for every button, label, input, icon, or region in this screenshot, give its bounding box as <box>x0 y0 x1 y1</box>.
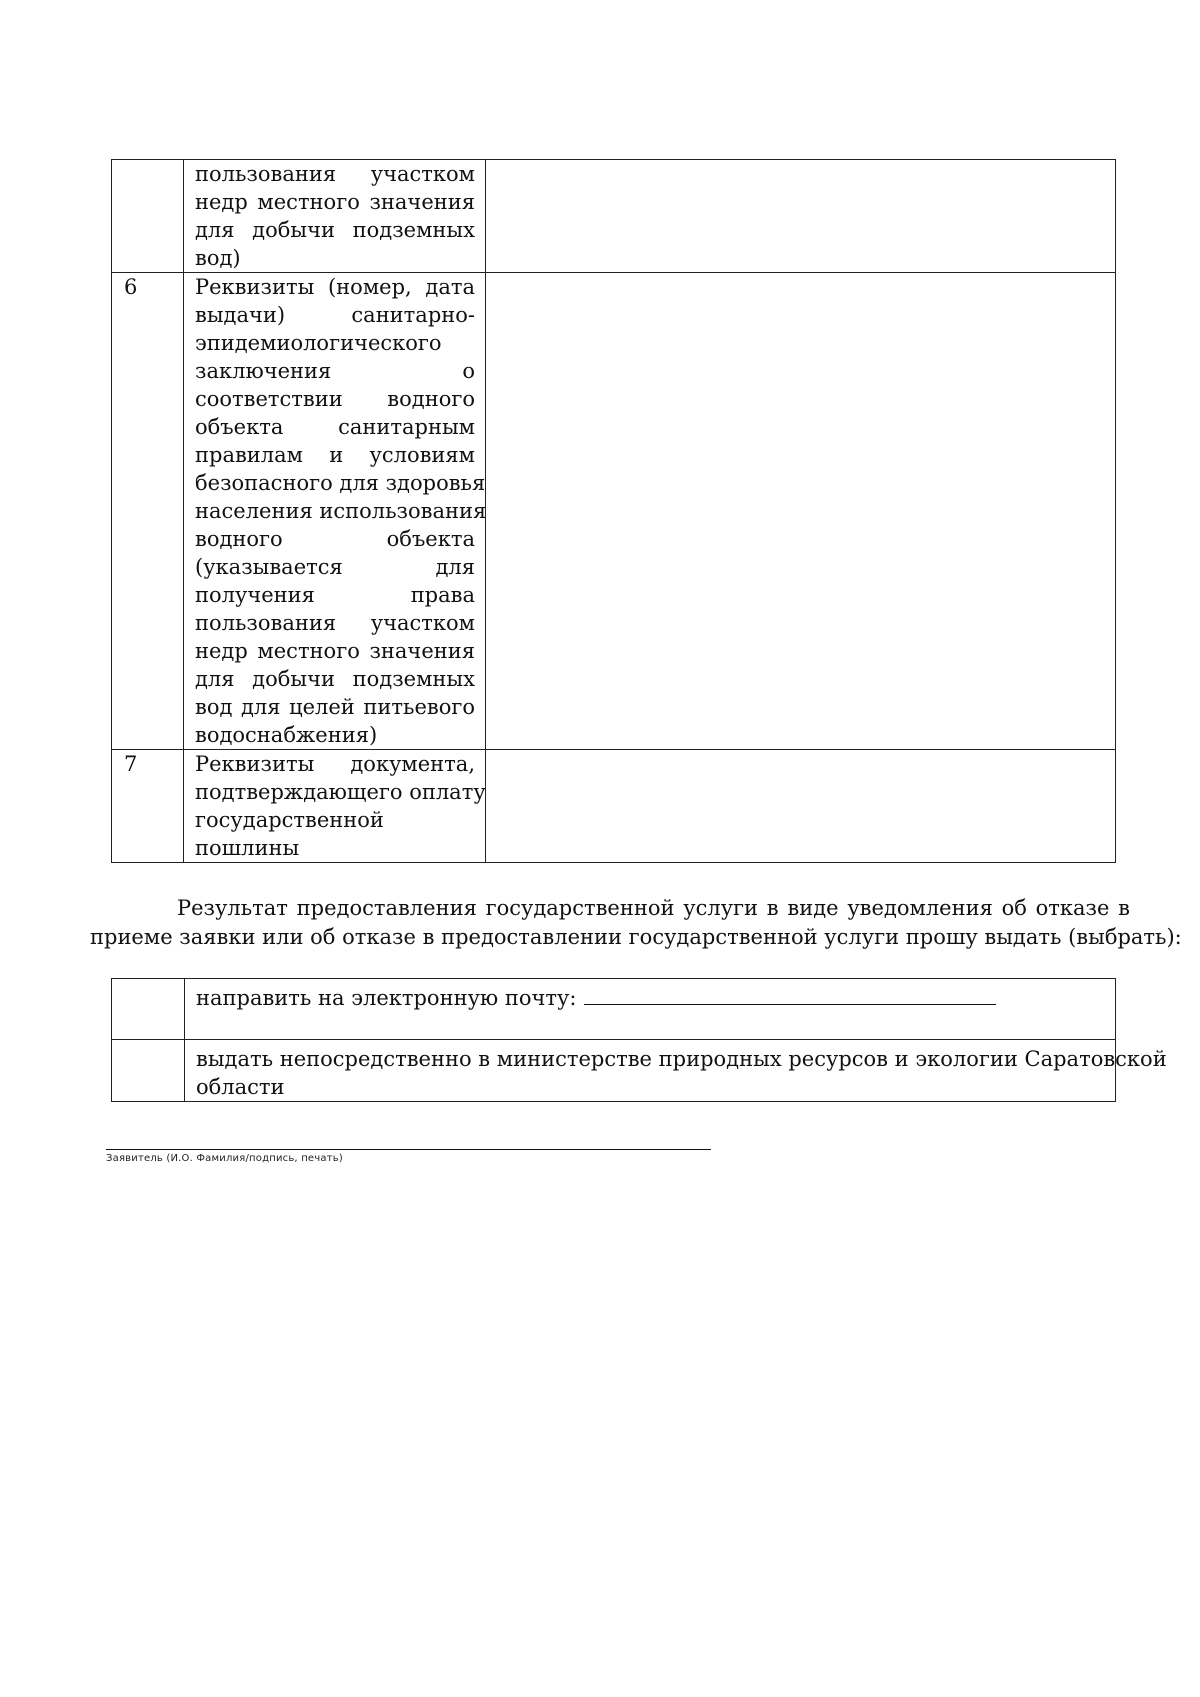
label-line: вод) <box>195 246 241 270</box>
result-paragraph-line: приеме заявки или об отказе в предоставлении государственной услуги прошу выдать (выбрать): <box>90 925 1182 949</box>
label-line: соответствии водного <box>195 387 475 411</box>
signature-line[interactable] <box>106 1149 711 1150</box>
table-row-7 <box>112 750 1116 863</box>
label-line: вод для целей питьевого <box>195 695 475 719</box>
label-line: для добычи подземных <box>195 218 475 242</box>
label-line: получения права <box>195 583 475 607</box>
label-line: государственной <box>195 808 384 832</box>
email-option-label: направить на электронную почту: <box>196 986 577 1010</box>
row-number-cell: 6 <box>112 273 184 750</box>
in-person-option-cell <box>185 1040 1167 1102</box>
label-line: для добычи подземных <box>195 667 475 691</box>
label-line: подтверждающего оплату <box>195 780 486 804</box>
result-paragraph-line: Результат предоставления государственной услуги в виде уведомления об отказе в <box>177 896 1130 920</box>
label-line: водоснабжения) <box>195 723 378 747</box>
label-line: заключения о <box>195 359 475 383</box>
label-line: водного объекта <box>195 527 475 551</box>
label-line: выдачи) санитарно- <box>195 303 475 327</box>
requisites-table <box>111 159 1116 863</box>
row-number-cell: 7 <box>112 750 184 863</box>
row-number-cell <box>112 160 184 273</box>
label-line: Реквизиты (номер, дата <box>195 275 475 299</box>
option-row-in-person <box>112 1040 1116 1102</box>
in-person-option-label: области <box>196 1075 285 1099</box>
label-line: пользования участком <box>195 162 475 186</box>
label-line: правилам и условиям <box>195 443 475 467</box>
label-line: недр местного значения <box>195 639 475 663</box>
email-option-cell <box>185 979 1116 1040</box>
email-option-checkbox[interactable] <box>112 979 185 1040</box>
in-person-option-label: выдать непосредственно в министерстве природных ресурсов и экологии Саратовской <box>196 1047 1167 1071</box>
label-line: населения использования <box>195 499 487 523</box>
row-label-cell <box>184 750 486 863</box>
label-line: объекта санитарным <box>195 415 475 439</box>
table-row-6 <box>112 273 1116 750</box>
row-label-cell <box>184 273 486 750</box>
label-line: пошлины <box>195 836 300 860</box>
delivery-options-table <box>111 978 1167 1102</box>
table-row-continuation <box>112 160 1116 273</box>
email-input-line[interactable] <box>584 984 996 1005</box>
row-value-cell[interactable] <box>486 273 1116 750</box>
in-person-option-checkbox[interactable] <box>112 1040 185 1102</box>
label-line: недр местного значения <box>195 190 475 214</box>
label-line: (указывается для <box>195 555 475 579</box>
label-line: пользования участком <box>195 611 475 635</box>
signature-caption: Заявитель (И.О. Фамилия/подпись, печать) <box>106 1153 343 1164</box>
result-paragraph <box>90 894 1182 952</box>
row-label-cell <box>184 160 486 273</box>
row-value-cell[interactable] <box>486 750 1116 863</box>
row-value-cell[interactable] <box>486 160 1116 273</box>
label-line: эпидемиологического <box>195 331 442 355</box>
label-line: Реквизиты документа, <box>195 752 475 776</box>
option-row-email <box>112 979 1116 1040</box>
label-line: безопасного для здоровья <box>195 471 486 495</box>
